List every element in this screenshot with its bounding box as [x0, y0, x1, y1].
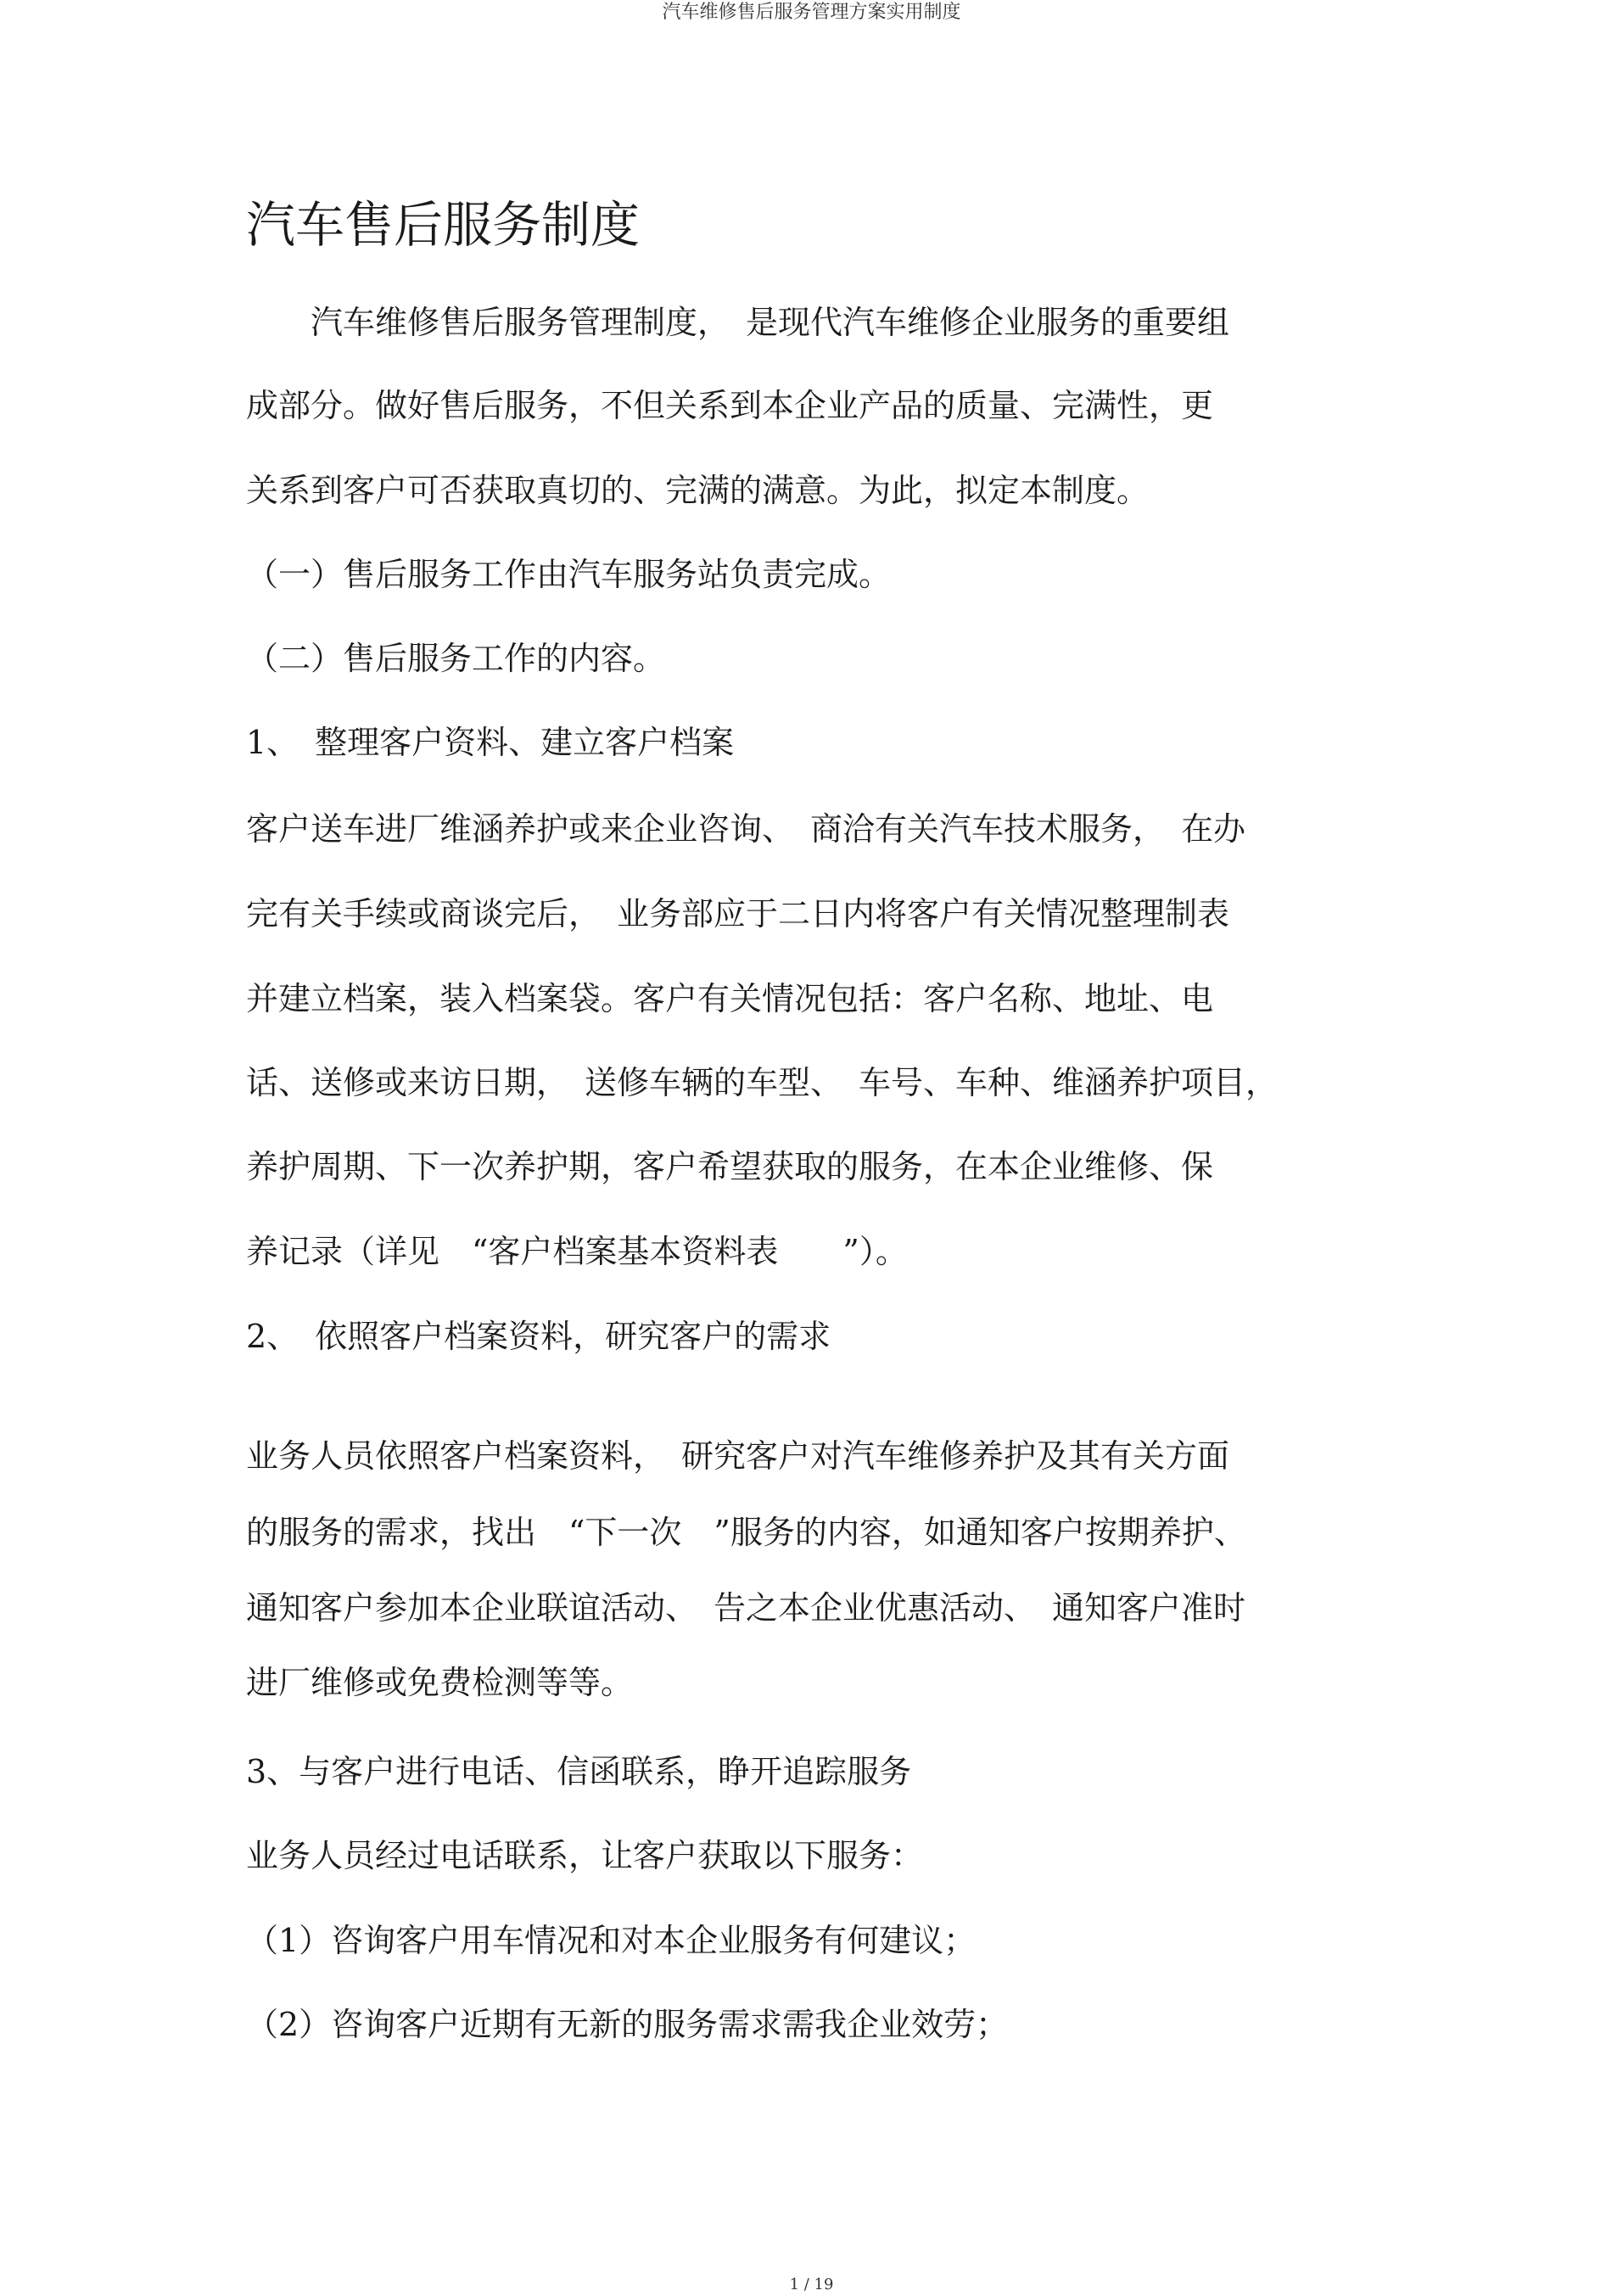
- paragraph-line: 并建立档案，装入档案袋。客户有关情况包括：客户名称、地址、电: [246, 980, 1214, 1017]
- running-header: 汽车维修售后服务管理方案实用制度: [662, 2, 961, 23]
- paragraph-line: 养记录（详见 “客户档案基本资料表 ”）。: [246, 1233, 908, 1270]
- section-heading-2: （二）售后服务工作的内容。: [246, 640, 666, 677]
- paragraph-line: 养护周期、下一次养护期，客户希望获取的服务，在本企业维修、保: [246, 1148, 1214, 1185]
- paragraph-line: 客户送车进厂维涵养护或来企业咨询、 商洽有关汽车技术服务， 在办: [246, 810, 1246, 848]
- intro-line-3: 关系到客户可否获取真切的、完满的满意。为此，拟定本制度。: [246, 472, 1150, 509]
- section-heading-1: （一）售后服务工作由汽车服务站负责完成。: [246, 556, 892, 593]
- document-title: 汽车售后服务制度: [246, 196, 641, 254]
- paragraph-line: 话、送修或来访日期， 送修车辆的车型、 车号、车种、维涵养护项目，: [246, 1064, 1279, 1101]
- list-item: （1）咨询客户用车情况和对本企业服务有何建议；: [246, 1922, 977, 1959]
- paragraph-line: 进厂维修或免费检测等等。: [246, 1664, 634, 1701]
- paragraph-line: 完有关手续或商谈完后， 业务部应于二日内将客户有关情况整理制表: [246, 895, 1230, 932]
- list-item: （2）咨询客户近期有无新的服务需求需我企业效劳；: [246, 2006, 1009, 2043]
- intro-line-2: 成部分。做好售后服务，不但关系到本企业产品的质量、完满性，更: [246, 387, 1214, 424]
- paragraph-line: 业务人员依照客户档案资料， 研究客户对汽车维修养护及其有关方面: [246, 1437, 1230, 1475]
- item-heading-2: 2、 依照客户档案资料，研究客户的需求: [246, 1318, 831, 1355]
- paragraph-line: 业务人员经过电话联系，让客户获取以下服务：: [246, 1837, 924, 1874]
- paragraph-line: 的服务的需求，找出 “下一次 ”服务的内容，如通知客户按期养护、: [246, 1514, 1246, 1551]
- item-heading-3: 3、与客户进行电话、信函联系，睁开追踪服务: [246, 1753, 912, 1790]
- paragraph-line: 通知客户参加本企业联谊活动、 告之本企业优惠活动、 通知客户准时: [246, 1589, 1246, 1627]
- page-indicator: 1 / 19: [789, 2276, 834, 2293]
- item-heading-1: 1、 整理客户资料、建立客户档案: [246, 724, 735, 761]
- intro-line-1: 汽车维修售后服务管理制度， 是现代汽车维修企业服务的重要组: [246, 304, 1230, 341]
